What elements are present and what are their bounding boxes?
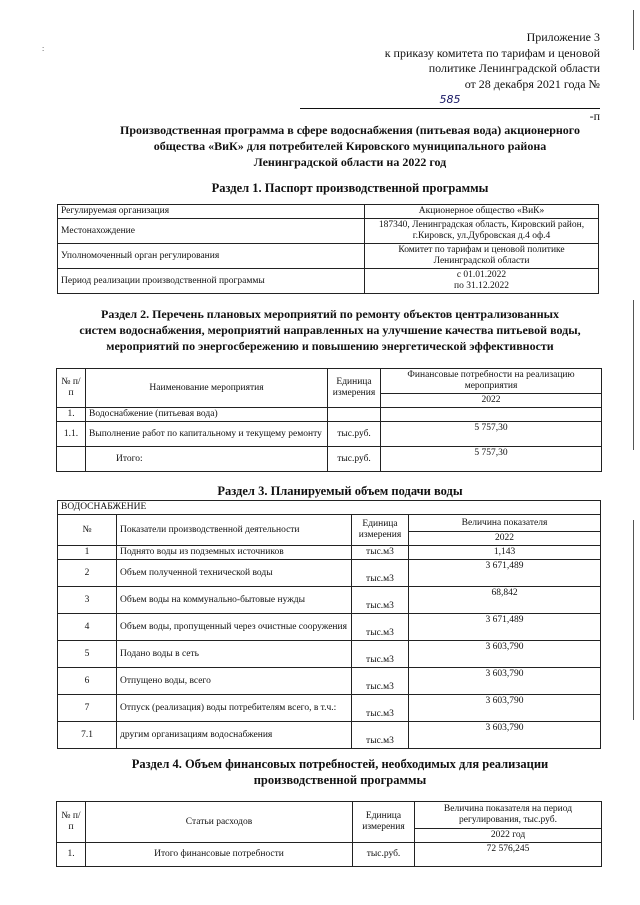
cell-value: 5 757,30 — [381, 447, 602, 472]
table-row — [58, 205, 599, 219]
table-row — [57, 843, 602, 867]
cell-value: 5 757,30 — [381, 422, 602, 447]
cell-num: 6 — [58, 668, 117, 695]
cell-unit — [328, 408, 381, 422]
cell-name: Итого финансовые потребности — [86, 843, 353, 867]
cell-name: Объем полученной технической воды — [117, 560, 352, 587]
water-supply-table — [57, 500, 601, 749]
cell-value: 3 671,489 — [409, 560, 601, 587]
cell-label: Местонахождение — [58, 219, 365, 244]
section1-heading: Раздел 1. Паспорт производственной программы — [211, 181, 489, 195]
cell-unit: тыс.м3 — [352, 614, 409, 641]
scan-edge-mark — [633, 300, 634, 450]
cell-num: 1. — [57, 408, 86, 422]
title-line2: общества «ВиК» для потребителей Кировского муниципального района — [153, 139, 547, 153]
cell-num: 4 — [58, 614, 117, 641]
cell-value: 3 603,790 — [409, 668, 601, 695]
cell-num: 5 — [58, 641, 117, 668]
table-group-row — [58, 501, 601, 515]
passport-table — [57, 204, 599, 294]
header-unit: Единица измерения — [353, 802, 415, 843]
appendix-suffix: -п — [589, 108, 600, 123]
period-start: с 01.01.2022 — [456, 270, 507, 280]
table-row — [58, 668, 601, 695]
cell-num: 1 — [58, 546, 117, 560]
cell-unit: тыс.руб. — [353, 843, 415, 867]
table-row — [58, 722, 601, 749]
cell-value: 68,842 — [409, 587, 601, 614]
section2-heading-line2: систем водоснабжения, мероприятий направленных на улучшение качества питьевой воды, — [79, 323, 581, 337]
cell-value: 3 603,790 — [409, 695, 601, 722]
cell-unit: тыс.м3 — [352, 668, 409, 695]
cell-value: 187340, Ленинградская область, Кировский район, г.Кировск, ул.Дубровская д.4 оф.4 — [365, 219, 599, 244]
cell-num: 2 — [58, 560, 117, 587]
scan-edge-mark — [633, 10, 634, 50]
cell-value: 1,143 — [409, 546, 601, 560]
order-number: 585 — [300, 92, 600, 109]
cell-name: Водоснабжение (питьевая вода) — [86, 408, 328, 422]
table-header-row — [58, 515, 601, 532]
section4-heading — [80, 756, 600, 788]
table-row — [58, 560, 601, 587]
cell-name: Объем воды на коммунально-бытовые нужды — [117, 587, 352, 614]
section4-heading-line2: производственной программы — [253, 773, 427, 787]
period-end: по 31.12.2022 — [454, 281, 509, 291]
cell-value: 3 603,790 — [409, 641, 601, 668]
cell-name: Отпущено воды, всего — [117, 668, 352, 695]
section2-heading-line3: мероприятий по энергосбережению и повышению энергетической эффективности — [106, 339, 554, 353]
table-row — [58, 219, 599, 244]
cell-label: Уполномоченный орган регулирования — [58, 244, 365, 269]
financial-table — [56, 801, 602, 867]
cell-unit: тыс.м3 — [352, 722, 409, 749]
cell-unit: тыс.м3 — [352, 695, 409, 722]
cell-value: Комитет по тарифам и ценовой политике Ленинградской области — [365, 244, 599, 269]
header-num: № п/п — [57, 802, 86, 843]
appendix-block — [300, 30, 600, 124]
appendix-line3: политике Ленинградской области — [428, 61, 600, 75]
cell-unit: тыс.м3 — [352, 546, 409, 560]
cell-num: 7.1 — [58, 722, 117, 749]
table-header-row — [57, 369, 602, 394]
cell-name: Поднято воды из подземных источников — [117, 546, 352, 560]
header-val: Величина показателя — [409, 515, 601, 532]
cell-value — [365, 269, 599, 294]
cell-name: Объем воды, пропущенный через очистные сооружения — [117, 614, 352, 641]
cell-unit: тыс.руб. — [328, 447, 381, 472]
cell-unit: тыс.м3 — [352, 560, 409, 587]
cell-unit: тыс.м3 — [352, 587, 409, 614]
header-name: Показатели производственной деятельности — [117, 515, 352, 546]
table-row — [58, 641, 601, 668]
appendix-line2: к приказу комитета по тарифам и ценовой — [384, 45, 600, 60]
section4-heading-line1: Раздел 4. Объем финансовых потребностей, необходимых для реализации — [131, 757, 549, 771]
appendix-line1: Приложение 3 — [526, 30, 600, 44]
cell-name: другим организациям водоснабжения — [117, 722, 352, 749]
cell-label: Регулируемая организация — [58, 205, 365, 219]
table-row — [58, 695, 601, 722]
header-year: 2022 — [381, 394, 602, 408]
appendix-line4 — [300, 77, 600, 125]
cell-value: 3 671,489 — [409, 614, 601, 641]
table-row — [57, 408, 602, 422]
header-name: Наименование мероприятия — [86, 369, 328, 408]
measures-table — [56, 368, 602, 472]
cell-num — [57, 447, 86, 472]
section3-heading: Раздел 3. Планируемый объем подачи воды — [217, 484, 463, 498]
cell-label: Период реализации производственной программы — [58, 269, 365, 294]
cell-num: 7 — [58, 695, 117, 722]
header-unit: Единица измерения — [328, 369, 381, 408]
appendix-date: от 28 декабря 2021 года № — [464, 76, 600, 91]
table-row — [57, 422, 602, 447]
cell-unit: тыс.руб. — [328, 422, 381, 447]
header-num: № — [58, 515, 117, 546]
table-header-row — [57, 802, 602, 829]
cell-name: Итого: — [86, 447, 328, 472]
header-val: Величина показателя на период регулирования, тыс.руб. — [415, 802, 602, 829]
table-row — [58, 244, 599, 269]
header-unit: Единица измерения — [352, 515, 409, 546]
scan-dot: : — [42, 44, 45, 53]
header-fin: Финансовые потребности на реализацию мероприятия — [381, 369, 602, 394]
table-row — [58, 614, 601, 641]
table-row — [58, 587, 601, 614]
title-line1: Производственная программа в сфере водоснабжения (питьевая вода) акционерного — [120, 123, 580, 137]
cell-num: 1.1. — [57, 422, 86, 447]
group-label: ВОДОСНАБЖЕНИЕ — [58, 501, 601, 515]
header-num: № п/п — [57, 369, 86, 408]
header-name: Статьи расходов — [86, 802, 353, 843]
section2-heading — [40, 306, 620, 354]
cell-value: Акционерное общество «ВиК» — [365, 205, 599, 219]
cell-name: Отпуск (реализация) воды потребителям всего, в т.ч.: — [117, 695, 352, 722]
cell-name: Выполнение работ по капитальному и текущему ремонту — [86, 422, 328, 447]
cell-value: 72 576,245 — [415, 843, 602, 867]
title-line3: Ленинградской области на 2022 год — [253, 155, 447, 169]
header-year: 2022 год — [415, 829, 602, 843]
cell-name: Подано воды в сеть — [117, 641, 352, 668]
table-row — [57, 447, 602, 472]
header-year: 2022 — [409, 532, 601, 546]
cell-num: 1. — [57, 843, 86, 867]
cell-value — [381, 408, 602, 422]
document-title — [80, 122, 620, 170]
scan-edge-mark — [633, 520, 634, 720]
table-row — [58, 269, 599, 294]
table-row — [58, 546, 601, 560]
cell-num: 3 — [58, 587, 117, 614]
cell-unit: тыс.м3 — [352, 641, 409, 668]
section2-heading-line1: Раздел 2. Перечень плановых мероприятий по ремонту объектов централизованных — [101, 307, 559, 321]
cell-value: 3 603,790 — [409, 722, 601, 749]
